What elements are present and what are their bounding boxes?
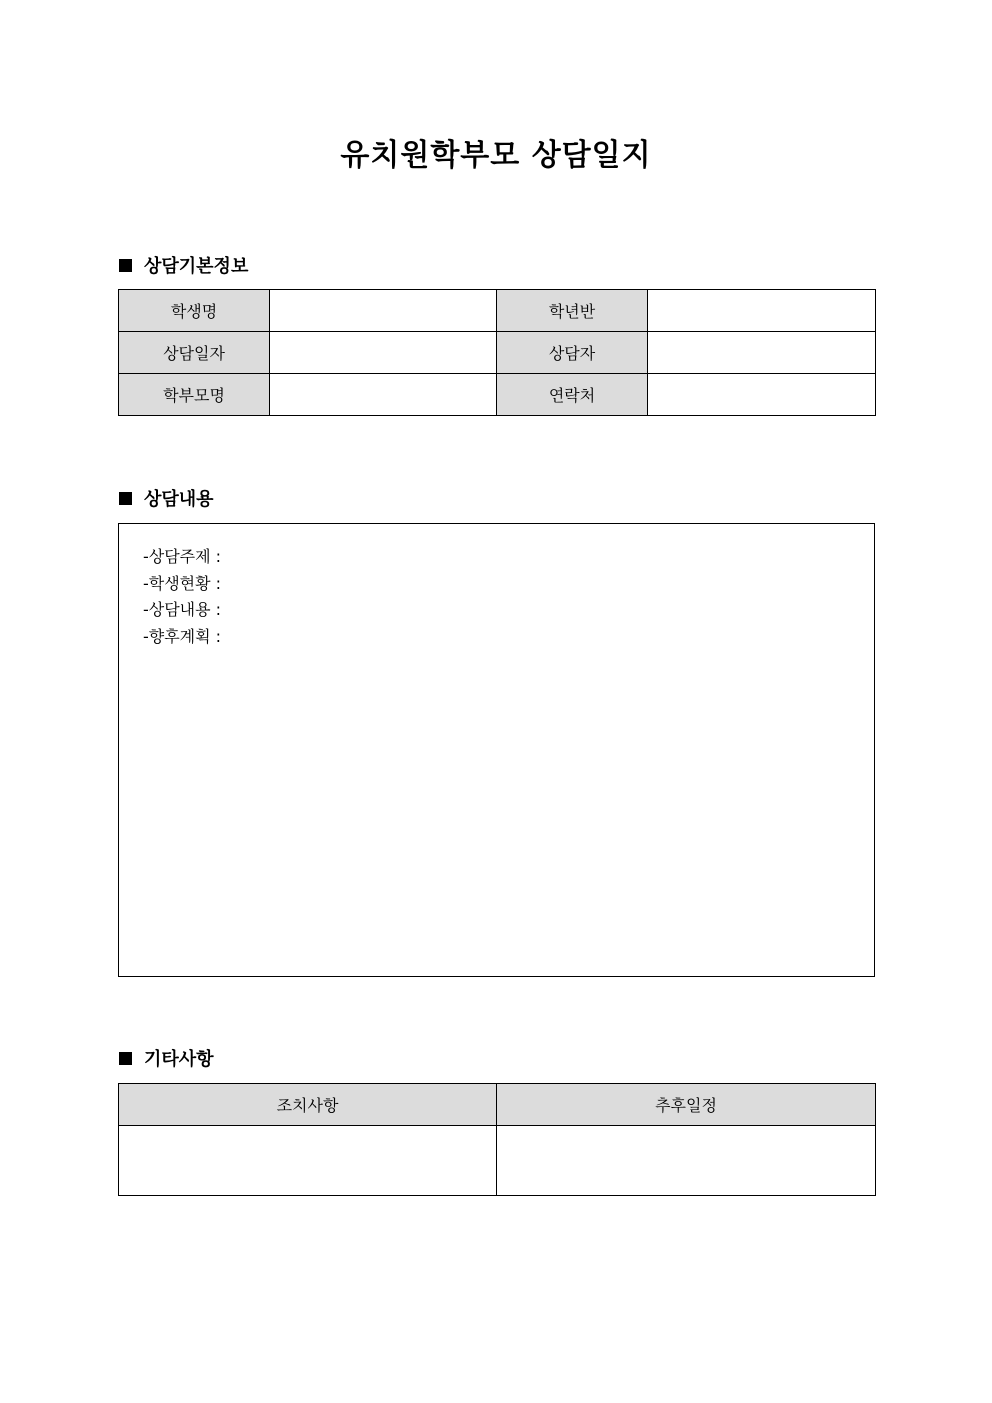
contact-field[interactable] [648, 374, 876, 416]
content-line-topic: -상담주제 : [143, 547, 222, 566]
counselor-field[interactable] [648, 332, 876, 374]
section-heading-content [119, 486, 214, 510]
content-lines [143, 544, 874, 650]
content-line-student-status: -학생현황 : [143, 573, 222, 593]
basic-info-table [118, 289, 876, 416]
follow-up-schedule-field[interactable] [497, 1126, 876, 1196]
section-heading-label: 상담내용 [144, 489, 214, 510]
square-bullet-icon [119, 1052, 132, 1065]
table-header-row [119, 1084, 876, 1126]
section-heading-label: 기타사항 [144, 1049, 214, 1070]
table-row [119, 374, 876, 416]
page-title: 유치원학부모 상담일지 [340, 138, 652, 173]
table-row [119, 290, 876, 332]
content-line-details: -상담내용 : [143, 600, 222, 619]
square-bullet-icon [119, 492, 132, 505]
grade-class-label: 학년반 [497, 290, 648, 332]
section-heading-etc [119, 1046, 214, 1070]
consult-date-field[interactable] [270, 332, 497, 374]
consultation-content-box[interactable] [118, 523, 875, 977]
student-name-field[interactable] [270, 290, 497, 332]
action-taken-header: 조치사항 [119, 1084, 497, 1126]
consult-date-label: 상담일자 [119, 332, 270, 374]
grade-class-field[interactable] [648, 290, 876, 332]
follow-up-schedule-header: 추후일정 [497, 1084, 876, 1126]
action-taken-field[interactable] [119, 1126, 497, 1196]
table-row [119, 332, 876, 374]
parent-name-field[interactable] [270, 374, 497, 416]
content-line-future-plan: -향후계획 : [143, 626, 222, 646]
table-row [119, 1126, 876, 1196]
contact-label: 연락처 [497, 374, 648, 416]
counselor-label: 상담자 [497, 332, 648, 374]
etc-table [118, 1083, 876, 1196]
parent-name-label: 학부모명 [119, 374, 270, 416]
square-bullet-icon [119, 259, 132, 272]
student-name-label: 학생명 [119, 290, 270, 332]
section-heading-label: 상담기본정보 [144, 256, 249, 277]
section-heading-basic-info [119, 253, 248, 277]
